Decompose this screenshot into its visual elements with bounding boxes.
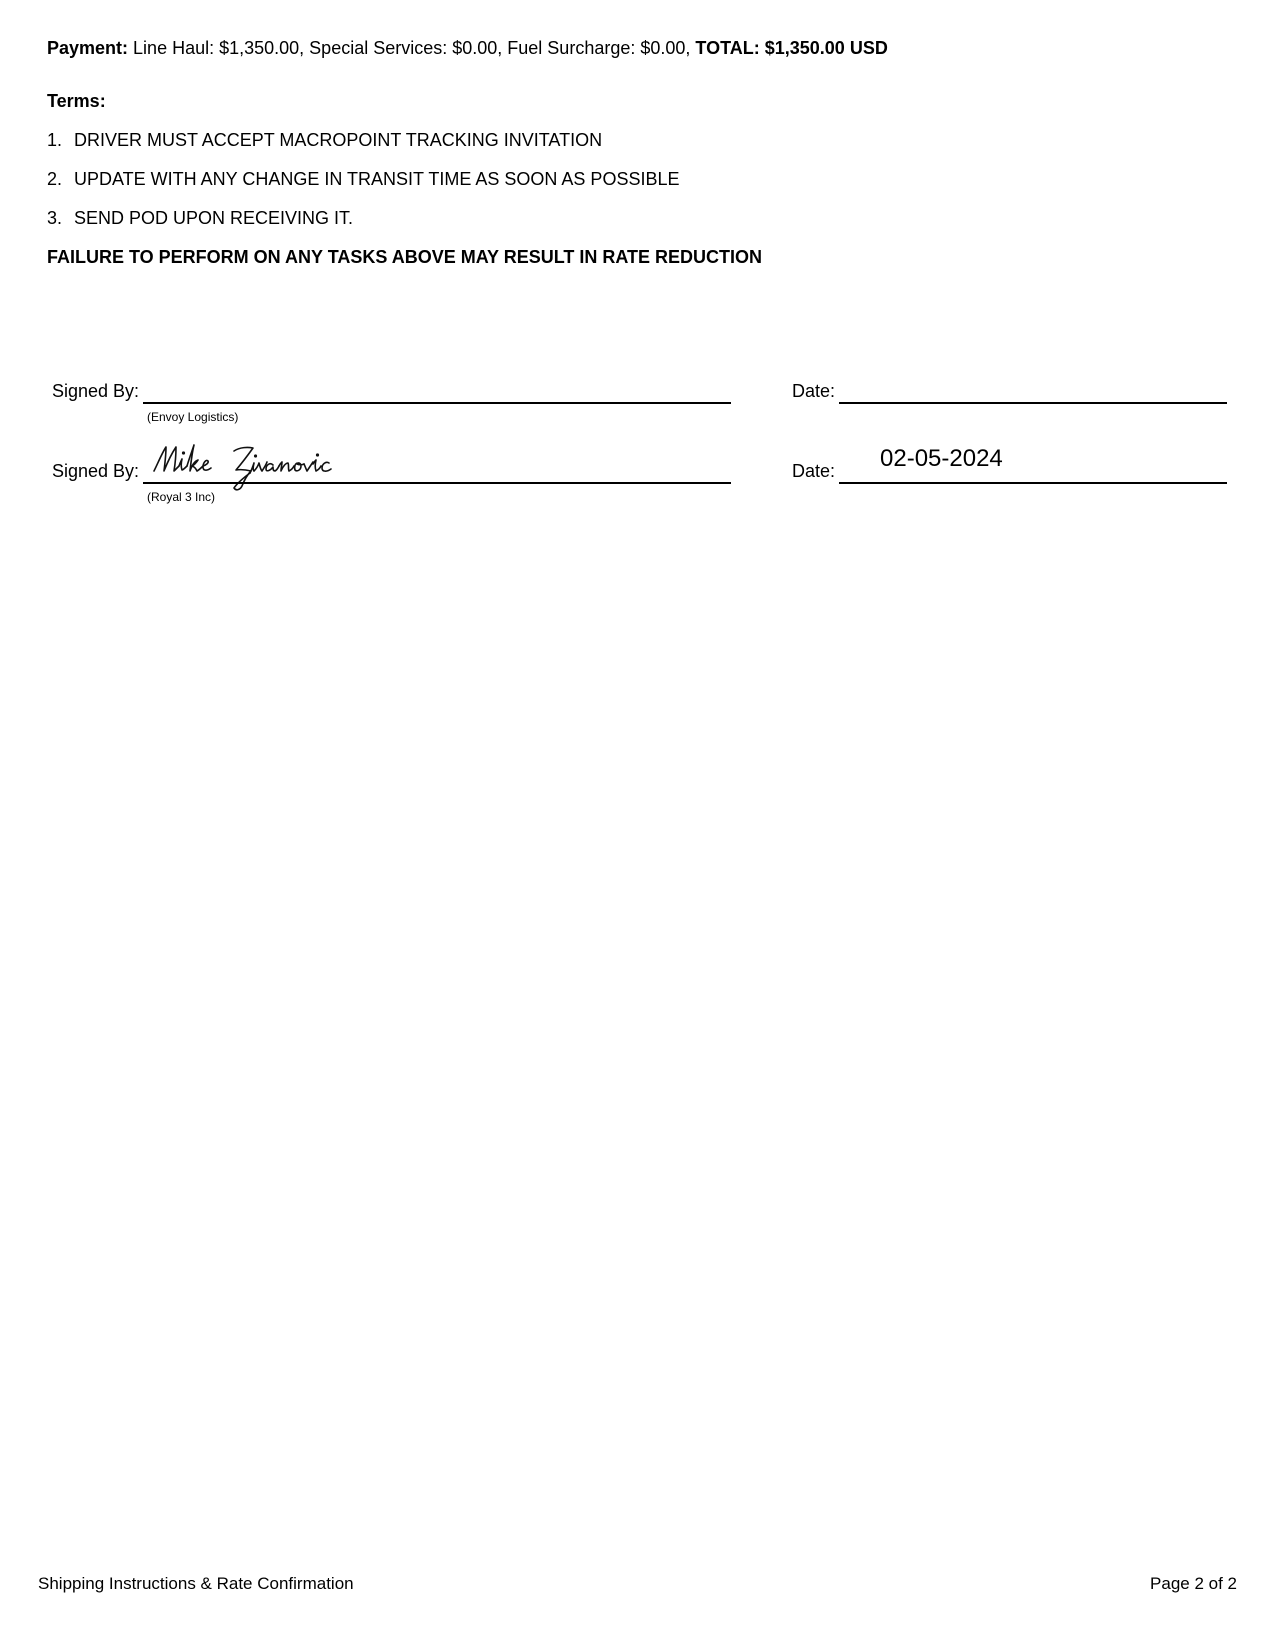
payment-label: Payment:	[47, 38, 129, 58]
date-label: Date:	[792, 381, 836, 401]
signed-by-label: Signed By:	[52, 461, 140, 481]
term-text: DRIVER MUST ACCEPT MACROPOINT TRACKING INVITATION	[74, 130, 603, 150]
signer-company: (Royal 3 Inc)	[147, 490, 216, 504]
term-item	[47, 168, 679, 190]
term-text: SEND POD UPON RECEIVING IT.	[74, 208, 354, 228]
footer-document-title: Shipping Instructions & Rate Confirmation	[38, 1574, 354, 1593]
term-item	[47, 129, 602, 151]
terms-heading: Terms:	[47, 91, 106, 111]
signature-line	[143, 482, 731, 484]
date-line	[839, 482, 1227, 484]
payment-total: TOTAL: $1,350.00 USD	[695, 38, 888, 58]
term-text: UPDATE WITH ANY CHANGE IN TRANSIT TIME AS SOON AS POSSIBLE	[74, 169, 680, 189]
term-number: 2.	[47, 169, 63, 189]
date-label: Date:	[792, 461, 836, 481]
payment-details: Line Haul: $1,350.00, Special Services: $0.00, Fuel Surcharge: $0.00,	[133, 38, 691, 58]
payment-line	[47, 37, 888, 59]
date-value: 02-05-2024	[880, 445, 1003, 472]
term-number: 3.	[47, 208, 63, 228]
signer-company: (Envoy Logistics)	[147, 410, 239, 424]
term-item	[47, 207, 353, 229]
failure-notice: FAILURE TO PERFORM ON ANY TASKS ABOVE MAY RESULT IN RATE REDUCTION	[47, 247, 763, 267]
term-number: 1.	[47, 130, 63, 150]
footer-page-number: Page 2 of 2	[1150, 1574, 1237, 1593]
signed-by-label: Signed By:	[52, 381, 140, 401]
signature-line	[143, 402, 731, 404]
date-line	[839, 402, 1227, 404]
handwritten-signature	[152, 443, 392, 493]
